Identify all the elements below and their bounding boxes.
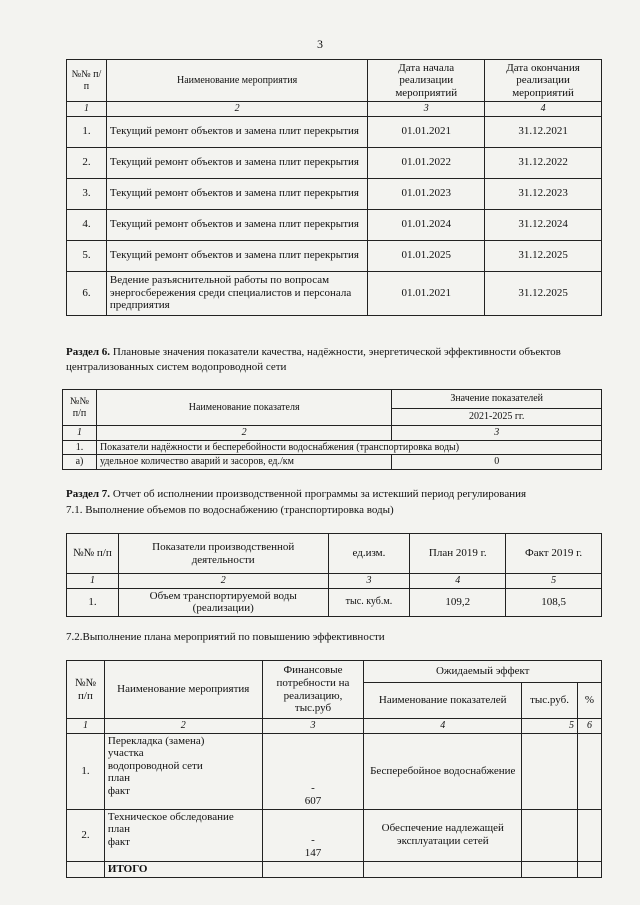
row-fin [262, 809, 364, 861]
row-plan: - [311, 782, 315, 795]
header-plan: План 2019 г. [410, 534, 506, 574]
header-end: Дата окончания реализации мероприятий [485, 60, 602, 102]
header-num: №№ п/п [63, 390, 97, 426]
header-num: №№ п/п [67, 60, 107, 102]
row-start: 01.01.2023 [368, 178, 485, 209]
events-schedule-table [66, 59, 602, 316]
row-num: 1. [67, 588, 119, 616]
col-number: 2 [106, 102, 367, 117]
header-unit: ед.изм. [328, 534, 410, 574]
section-7-caption [66, 487, 606, 502]
row-name [104, 733, 262, 809]
col-number: 1 [67, 574, 119, 589]
row-effect: Обеспечение надлежащей эксплуатации сетей [364, 809, 522, 861]
row-num: 3. [67, 178, 107, 209]
header-value: Значение показателей [392, 390, 602, 409]
col-number: 2 [104, 719, 262, 734]
row-num: 4. [67, 209, 107, 240]
row-name-line: водопроводной сети [107, 759, 203, 772]
total-label: ИТОГО [104, 861, 262, 877]
row-plan: - [311, 834, 315, 847]
row-end: 31.12.2023 [485, 178, 602, 209]
header-effect: Ожидаемый эффект [364, 661, 602, 683]
row-fin [262, 733, 364, 809]
col-number: 3 [392, 426, 602, 441]
row-fact: 607 [304, 794, 322, 807]
row-name-line: факт [107, 785, 130, 798]
table-row [67, 809, 602, 861]
header-name: Показатели производственной деятельности [118, 534, 328, 574]
section-6-label: Раздел 6. [66, 346, 111, 358]
col-number: 1 [67, 102, 107, 117]
col-number: 1 [67, 719, 105, 734]
row-end: 31.12.2025 [485, 240, 602, 271]
header-num: №№ п/п [67, 661, 105, 719]
col-number: 2 [118, 574, 328, 589]
row-name: Текущий ремонт объектов и замена плит перекрытия [106, 209, 367, 240]
row-end: 31.12.2024 [485, 209, 602, 240]
group-num: 1. [63, 440, 97, 455]
header-pct: % [578, 683, 602, 719]
section-7-title: Отчет об исполнении производственной программы за истекший период регулирования [112, 488, 527, 500]
row-start: 01.01.2024 [368, 209, 485, 240]
row-name-line: факт [107, 835, 130, 848]
col-number: 5 [506, 574, 602, 589]
row-name: Текущий ремонт объектов и замена плит перекрытия [106, 116, 367, 147]
table-row [67, 116, 602, 147]
row-name: Текущий ремонт объектов и замена плит перекрытия [106, 178, 367, 209]
row-start: 01.01.2021 [368, 116, 485, 147]
row-effect: Бесперебойное водоснабжение [364, 733, 522, 809]
row-num: 5. [67, 240, 107, 271]
row-num: 2. [67, 809, 105, 861]
row-num: 2. [67, 147, 107, 178]
col-number: 1 [63, 426, 97, 441]
table-row [67, 240, 602, 271]
row-value: 0 [392, 455, 602, 470]
col-number: 6 [578, 719, 602, 734]
efficiency-table [66, 660, 602, 878]
row-name-line: план [107, 772, 131, 785]
header-num: №№ п/п [67, 534, 119, 574]
row-name: Ведение разъяснительной работы по вопросам энергосбережения среди специалистов и персонала предприятия [106, 271, 367, 315]
group-row [63, 440, 602, 455]
section-7-label: Раздел 7. [66, 488, 111, 500]
row-plan: 109,2 [410, 588, 506, 616]
row-name: удельное количество аварий и засоров, ед./км [96, 455, 391, 470]
header-period: 2021-2025 гг. [392, 409, 602, 426]
table-row [67, 271, 602, 315]
col-number: 3 [328, 574, 410, 589]
row-num: а) [63, 455, 97, 470]
volume-table [66, 533, 602, 617]
col-number: 4 [410, 574, 506, 589]
header-indicators: Наименование показателей [364, 683, 522, 719]
row-start: 01.01.2025 [368, 240, 485, 271]
row-name-line: план [107, 823, 131, 836]
indicators-table [62, 389, 602, 470]
header-start: Дата начала реализации мероприятий [368, 60, 485, 102]
section-6-title: Плановые значения показатели качества, надёжности, энергетической эффективности объектов централизованных систем водопроводной сети [66, 346, 561, 373]
section-7-2-caption: 7.2.Выполнение плана мероприятий по повышению эффективности [66, 631, 385, 643]
row-num: 1. [67, 733, 105, 809]
row-end: 31.12.2021 [485, 116, 602, 147]
row-unit: тыс. куб.м. [328, 588, 410, 616]
row-num: 6. [67, 271, 107, 315]
table-row [67, 209, 602, 240]
header-name: Наименование мероприятия [106, 60, 367, 102]
row-name-line: Перекладка (замена) [107, 734, 205, 747]
row-fact: 108,5 [506, 588, 602, 616]
row-num: 1. [67, 116, 107, 147]
row-name: Текущий ремонт объектов и замена плит перекрытия [106, 240, 367, 271]
table-row [67, 588, 602, 616]
group-name: Показатели надёжности и бесперебойности водоснабжения (транспортировка воды) [96, 440, 601, 455]
section-7-1-caption: 7.1. Выполнение объемов по водоснабжению (транспортировка воды) [66, 504, 394, 516]
table-row [67, 733, 602, 809]
table-row [63, 455, 602, 470]
row-name: Текущий ремонт объектов и замена плит перекрытия [106, 147, 367, 178]
row-end: 31.12.2022 [485, 147, 602, 178]
page-number: 3 [317, 37, 323, 51]
header-fin: Финансовые потребности на реализацию, тыс.руб [262, 661, 364, 719]
col-number: 3 [368, 102, 485, 117]
header-name: Наименование показателя [96, 390, 391, 426]
row-name-line: участка [107, 747, 144, 760]
row-name [104, 809, 262, 861]
col-number: 4 [364, 719, 522, 734]
section-6-caption [66, 345, 606, 375]
header-rub: тыс.руб. [522, 683, 578, 719]
col-number: 4 [485, 102, 602, 117]
row-fact: 147 [304, 846, 322, 859]
col-number: 2 [96, 426, 391, 441]
row-name-line: Техническое обследование [107, 810, 234, 823]
row-start: 01.01.2021 [368, 271, 485, 315]
header-fact: Факт 2019 г. [506, 534, 602, 574]
col-number: 5 [522, 719, 578, 734]
row-start: 01.01.2022 [368, 147, 485, 178]
row-end: 31.12.2025 [485, 271, 602, 315]
row-name: Объем транспортируемой воды (реализации) [118, 588, 328, 616]
table-row [67, 147, 602, 178]
total-row [67, 861, 602, 877]
col-number: 3 [262, 719, 364, 734]
header-name: Наименование мероприятия [104, 661, 262, 719]
table-row [67, 178, 602, 209]
